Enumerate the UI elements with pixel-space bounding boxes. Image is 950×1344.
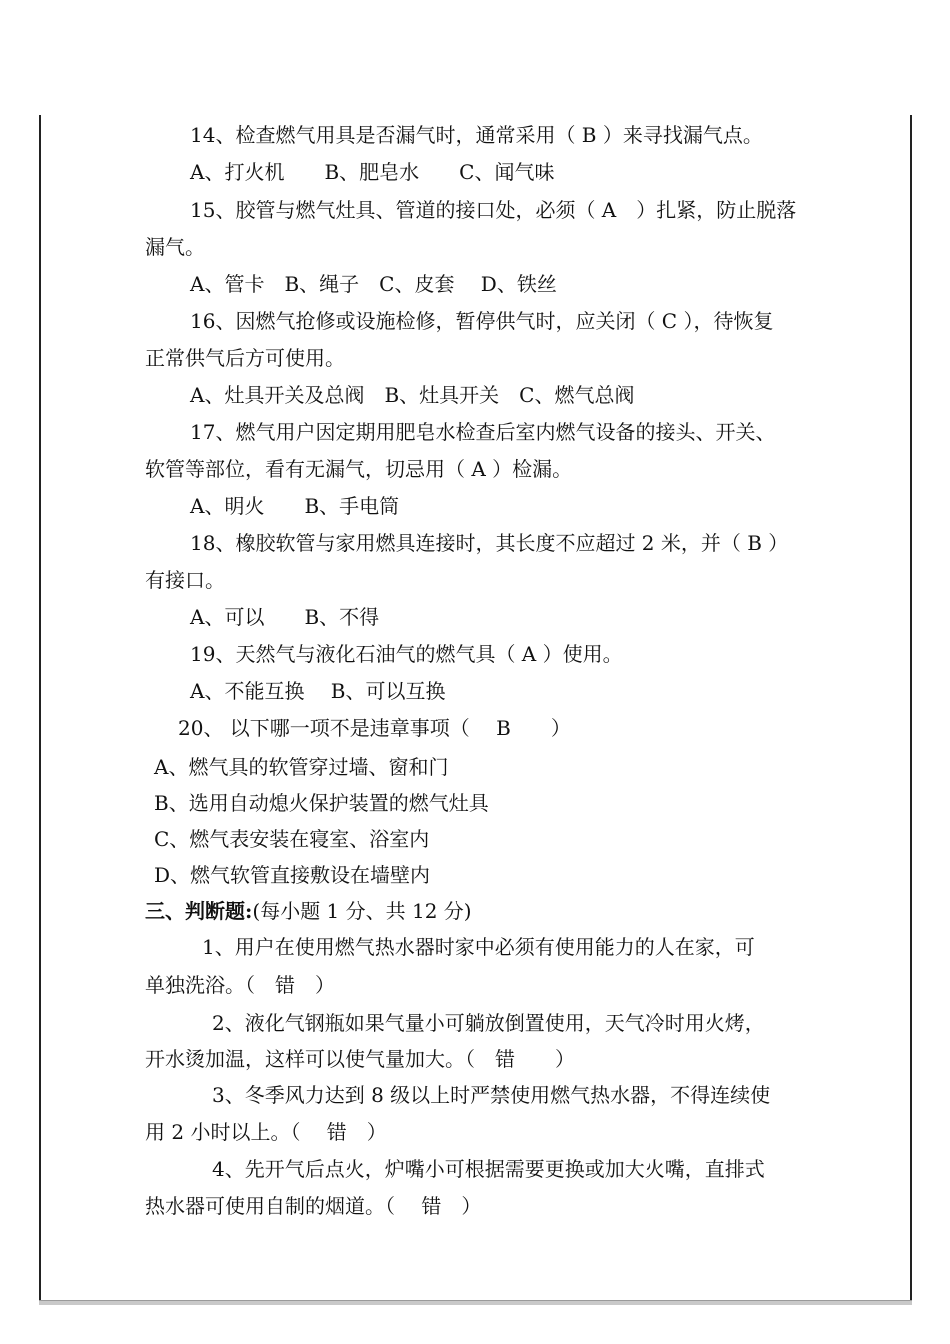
question-20-option-d: D、燃气软管直接敷设在墙壁内 (154, 863, 431, 887)
question-15-options: A、管卡 B、绳子 C、皮套 D、铁丝 (190, 272, 557, 296)
section-3-title: 三、判断题: (145, 899, 253, 923)
section-3-heading (145, 898, 472, 924)
question-20-option-b: B、选用自动熄火保护装置的燃气灶具 (154, 791, 489, 815)
question-17-continued: 软管等部位，看有无漏气，切忌用（ A ）检漏。 (145, 457, 573, 481)
judgment-1: 1、用户在使用燃气热水器时家中必须有使用能力的人在家，可 (202, 935, 755, 959)
page-frame-right-border (910, 115, 912, 1305)
judgment-3-continued: 用 2 小时以上。（ 错 ） (145, 1120, 387, 1144)
page-frame-bottom-border (39, 1300, 912, 1305)
page-frame-left-border (39, 115, 41, 1305)
question-16-continued: 正常供气后方可使用。 (145, 346, 345, 370)
question-20-option-c: C、燃气表安装在寝室、浴室内 (154, 827, 430, 851)
question-15: 15、胶管与燃气灶具、管道的接口处，必须（ A ）扎紧，防止脱落 (190, 198, 797, 222)
question-18-continued: 有接口。 (145, 568, 225, 592)
question-16: 16、因燃气抢修或设施检修，暂停供气时，应关闭（ C ），待恢复 (190, 309, 774, 333)
question-14: 14、检查燃气用具是否漏气时，通常采用（ B ）来寻找漏气点。 (190, 123, 763, 147)
section-3-score-note: (每小题 1 分、共 12 分) (252, 899, 472, 923)
question-17: 17、燃气用户因定期用肥皂水检查后室内燃气设备的接头、开关、 (190, 420, 776, 444)
question-15-continued: 漏气。 (145, 235, 205, 259)
question-18: 18、橡胶软管与家用燃具连接时，其长度不应超过 2 米，并（ B ） (190, 531, 789, 555)
judgment-4: 4、先开气后点火，炉嘴小可根据需要更换或加大火嘴，直排式 (212, 1157, 765, 1181)
judgment-1-continued: 单独洗浴。（ 错 ） (145, 973, 335, 997)
question-20-option-a: A、燃气具的软管穿过墙、窗和门 (154, 755, 449, 779)
judgment-2-continued: 开水烫加温，这样可以使气量加大。（ 错 ） (145, 1047, 575, 1071)
question-17-options: A、明火 B、手电筒 (190, 494, 400, 518)
question-16-options: A、灶具开关及总阀 B、灶具开关 C、燃气总阀 (190, 383, 635, 407)
judgment-2: 2、液化气钢瓶如果气量小可躺放倒置使用，天气冷时用火烤， (212, 1011, 765, 1035)
question-18-options: A、可以 B、不得 (190, 605, 380, 629)
judgment-3: 3、冬季风力达到 8 级以上时严禁使用燃气热水器，不得连续使 (212, 1083, 771, 1107)
question-20: 20、 以下哪一项不是违章事项（ B ） (178, 716, 571, 740)
question-19-options: A、不能互换 B、可以互换 (190, 679, 446, 703)
question-14-options: A、打火机 B、肥皂水 C、闻气味 (190, 160, 555, 184)
question-19: 19、天然气与液化石油气的燃气具（ A ）使用。 (190, 642, 623, 666)
judgment-4-continued: 热水器可使用自制的烟道。（ 错 ） (145, 1194, 482, 1218)
